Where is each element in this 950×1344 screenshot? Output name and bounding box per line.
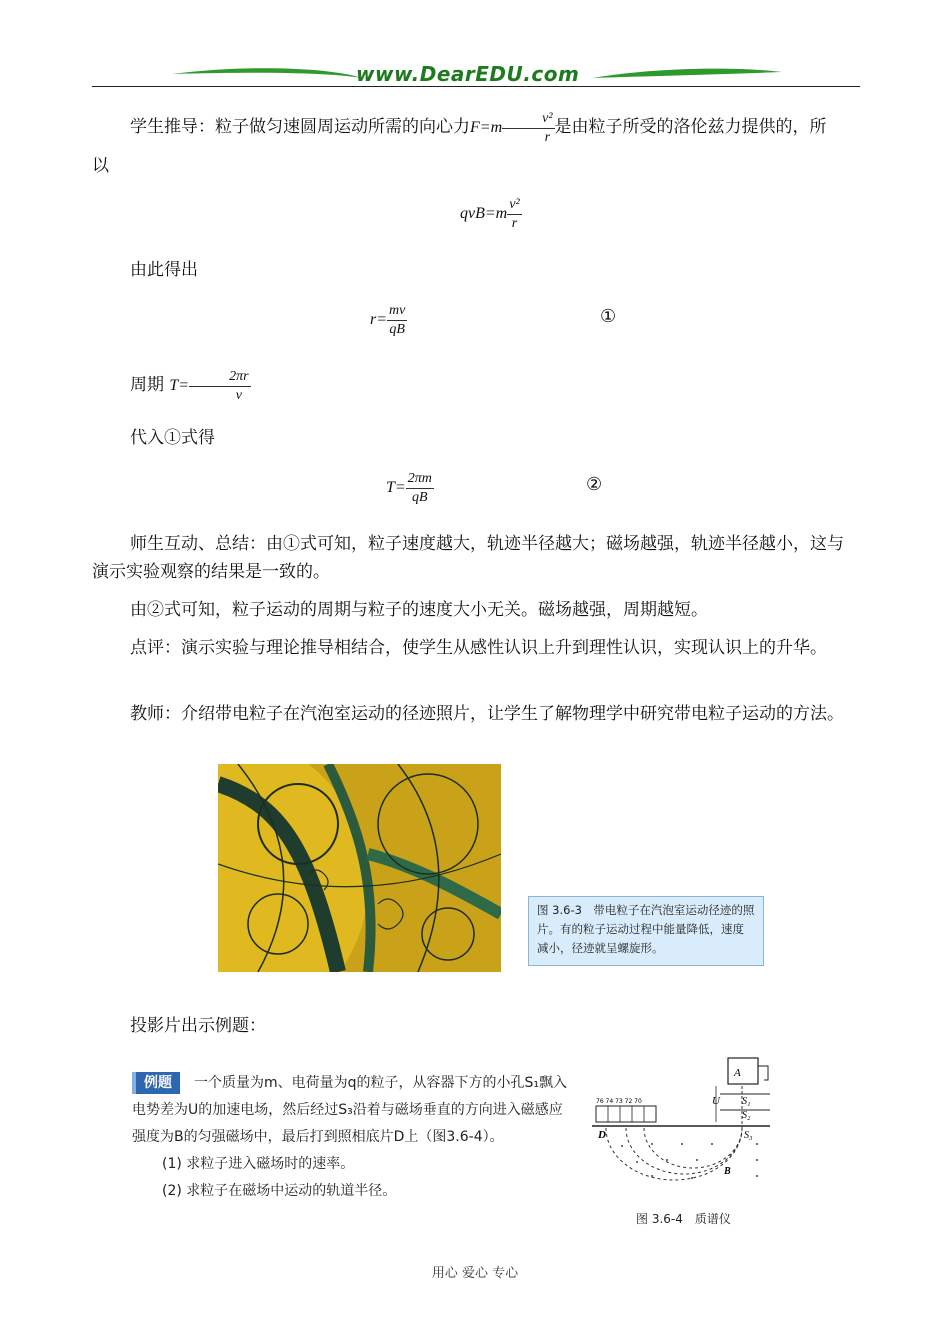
diagram-caption: 图 3.6-4 质谱仪	[636, 1212, 731, 1226]
label-a: A	[734, 1067, 741, 1079]
bubble-chamber-photo	[218, 764, 501, 972]
site-logo[interactable]: www.DearEDU.com	[356, 62, 580, 86]
example-problem	[132, 1070, 574, 1205]
mass-spectrometer-diagram	[592, 1056, 772, 1186]
substitute-line: 代入①式得	[130, 428, 215, 448]
period-conclusion: 由②式可知，粒子运动的周期与粒子的速度大小无关。磁场越强，周期越短。	[130, 600, 708, 620]
example-intro: 投影片出示例题：	[130, 1016, 266, 1036]
period-formula: T= $\frac{2\pi r}{v}$	[169, 369, 249, 403]
period-line: 周期 T= $\frac{2\pi r}{v}$	[130, 369, 249, 403]
label-s3: S₃	[744, 1130, 753, 1141]
equation-marker-2: ②	[586, 474, 603, 495]
period-equation: T= $\frac{2\pi m}{qB}$	[386, 471, 432, 505]
label-s2: S₂	[742, 1110, 751, 1121]
comment-paragraph: 点评：演示实验与理论推导相结合，使学生从感性认识上升到理性认识，实现认识上的升华。	[130, 638, 827, 658]
teacher-paragraph: 教师：介绍带电粒子在汽泡室运动的径迹照片，让学生了解物理学中研究带电粒子运动的方法。	[130, 704, 844, 724]
derivation-paragraph: 学生推导：粒子做匀速圆周运动所需的向心力F=m $\frac{\text{v²}}{r}$ 是由粒子所受的洛伦兹力提供的，所	[130, 111, 827, 145]
equation-marker-1: ①	[600, 306, 617, 327]
lorentz-equation: qvB=m $\frac{\text{v²}}{r}$	[460, 197, 520, 231]
label-s1: S₁	[742, 1096, 751, 1107]
centripetal-formula: F=m $\frac{\text{v²}}{r}$	[470, 111, 553, 145]
summary-paragraph: 师生互动、总结：由①式可知，粒子速度越大，轨迹半径越大；磁场越强，轨迹半径越小，这与演示实验观察的结果是一致的。	[92, 534, 844, 582]
label-u: U	[712, 1095, 720, 1107]
derivation-paragraph-cont: 以	[92, 156, 109, 176]
radius-equation: r= $\frac{mv}{qB}$	[370, 303, 406, 337]
photo-caption: 图 3.6-3 带电粒子在汽泡室运动径迹的照片。有的粒子运动过程中能量降低，速度减小，径迹就呈螺旋形。	[528, 896, 764, 966]
example-statement: 例题 一个质量为m、电荷量为q的粒子，从容器下方的小孔S₁飘入电势差为U的加速电场，然后经过S₃沿着与磁场垂直的方向进入磁感应强度为B的匀强磁场中，最后打到照相底片D上（图3.6-4）。	[132, 1070, 574, 1151]
label-b: B	[724, 1166, 731, 1177]
page-footer: 用心 爱心 专心	[431, 1266, 519, 1281]
example-tag: 例题	[132, 1072, 180, 1094]
label-d: D	[598, 1129, 606, 1141]
conclusion-intro: 由此得出	[130, 260, 198, 280]
question-1: (1) 求粒子进入磁场时的速率。	[162, 1156, 355, 1172]
scale-label: 76 74 73 72 70	[596, 1098, 642, 1105]
header-rule	[92, 86, 860, 87]
question-2: (2) 求粒子在磁场中运动的轨道半径。	[162, 1183, 397, 1199]
